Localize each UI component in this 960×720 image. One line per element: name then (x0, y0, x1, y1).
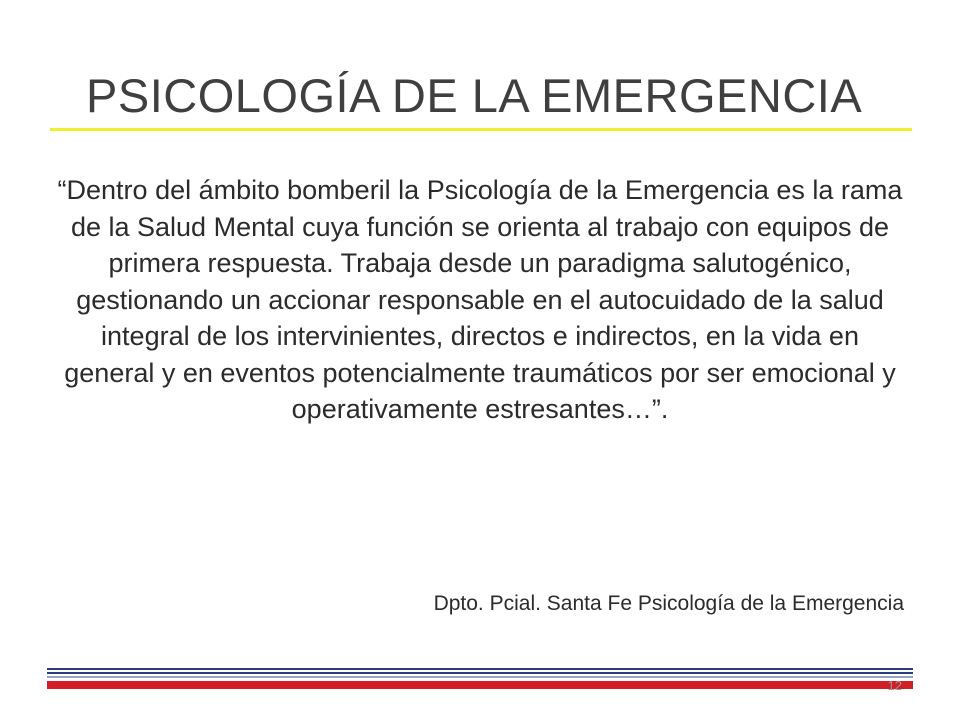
footer-line-red (47, 681, 913, 689)
footer-line-light-blue (47, 676, 913, 678)
footer-line-navy-top (47, 668, 913, 670)
page-number: 12 (887, 678, 902, 693)
quote-attribution: Dpto. Pcial. Santa Fe Psicología de la Emergencia (433, 592, 904, 615)
title-underline (50, 128, 912, 131)
quote-text: “Dentro del ámbito bomberil la Psicología de la Emergencia es la rama de la Salud Mental cuya función se orienta al trabajo con equipos de primera respuesta. Trabaja desde un paradigma salutogénico, gestionando un accionar responsable en el autocuidado de la salud integral de los intervinientes, directos e indirectos, en la vida en general y en eventos potencialmente traumáticos por ser emocional y operativamente estresantes…”. (57, 175, 903, 424)
footer-decorative-lines (47, 668, 913, 696)
slide-title: PSICOLOGÍA DE LA EMERGENCIA (86, 69, 863, 122)
footer-line-navy-middle (47, 672, 913, 674)
